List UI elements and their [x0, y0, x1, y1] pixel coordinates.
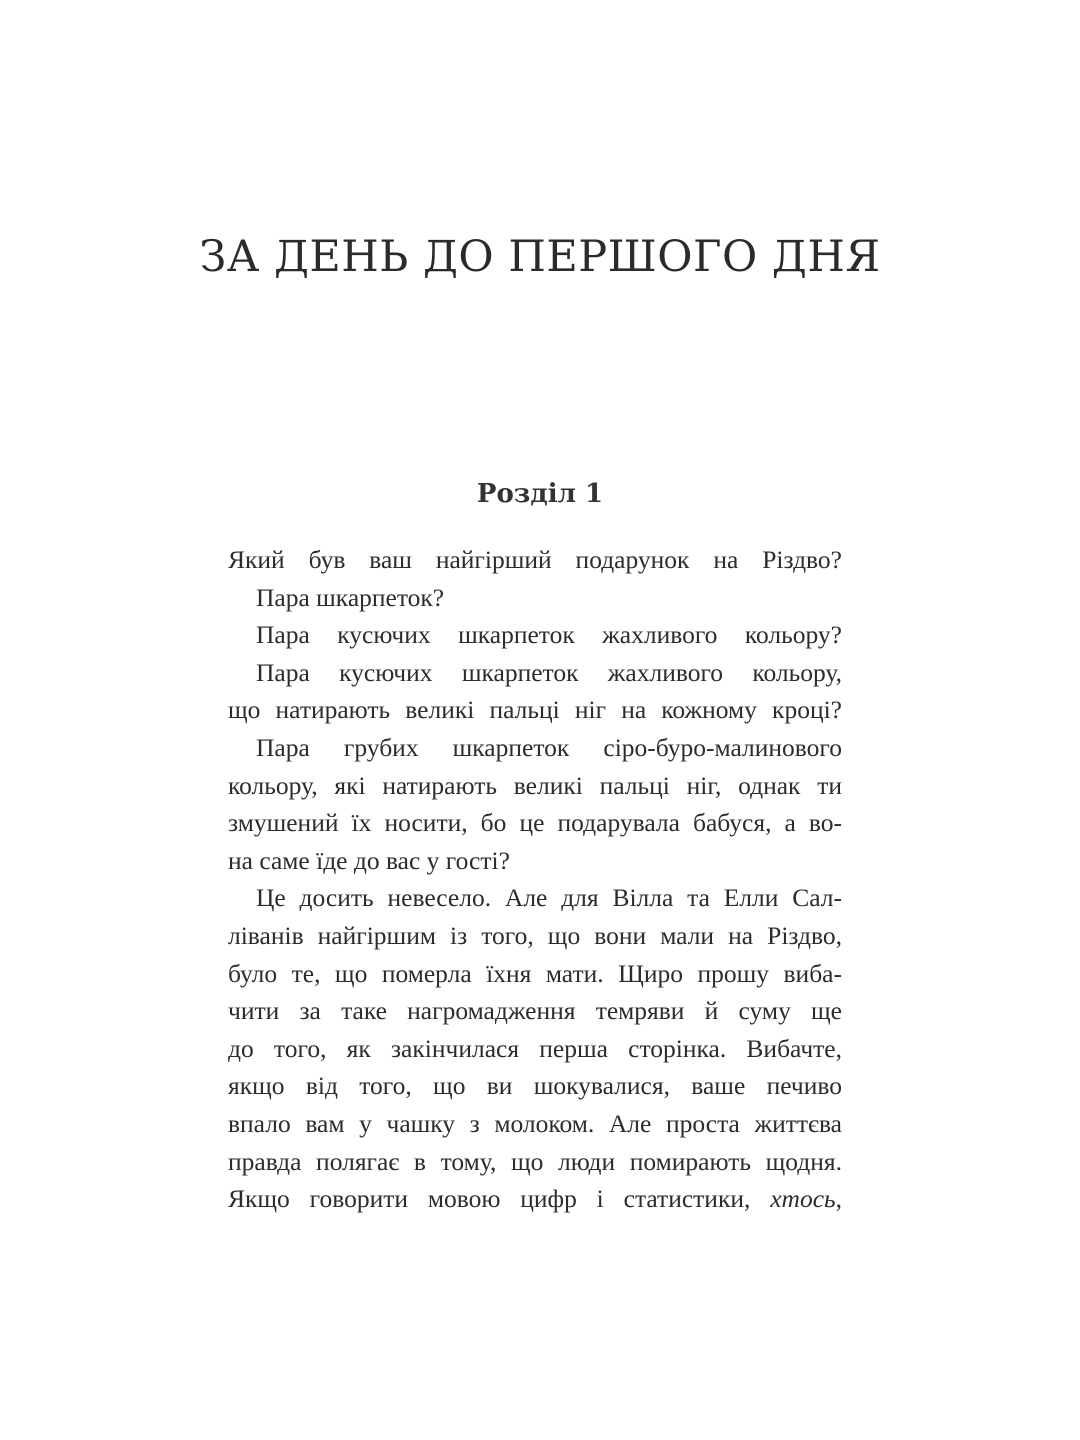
chapter-title: Розділ 1 — [476, 479, 604, 509]
text-line: Пара шкарпеток? — [256, 582, 445, 612]
text-line: кольору, які натирають великі пальці ніг, однак ти — [228, 770, 842, 800]
text-line: Це досить невесело. Але для Вілла та Елли Сал- — [256, 883, 842, 913]
text-line: було те, що померла їхня мати. Щиро прошу виба- — [228, 958, 842, 988]
chapter-body-text — [228, 541, 842, 1218]
text-line: чити за таке нагромадження темряви й суму ще — [228, 996, 842, 1026]
text-line: ліванів найгіршим із того, що вони мали на Різдво, — [228, 920, 842, 950]
text-line: що натирають великі пальці ніг на кожному кроці? — [228, 695, 842, 725]
text-line: впало вам у чашку з молоком. Але проста життєва — [228, 1108, 842, 1138]
text-line: Пара грубих шкарпеток сіро-буро-малинового — [256, 732, 842, 762]
final-line-text: Якщо говорити мовою цифр і статистики, — [228, 1184, 771, 1214]
text-line: на саме їде до вас у гості? — [228, 845, 510, 875]
text-line: до того, як закінчилася перша сторінка. Вибачте, — [228, 1033, 842, 1063]
emphasized-word: хтось — [770, 1184, 836, 1214]
text-line: Пара кусючих шкарпеток жахливого кольору, — [256, 657, 842, 687]
text-line: Пара кусючих шкарпеток жахливого кольору? — [256, 620, 842, 650]
part-title: ЗА ДЕНЬ ДО ПЕРШОГО ДНЯ — [199, 232, 881, 282]
text-line: правда полягає в тому, що люди помирають щодня. — [228, 1146, 842, 1176]
text-line-final — [228, 1180, 842, 1218]
text-line: якщо від того, що ви шокувалися, ваше печиво — [228, 1071, 842, 1101]
text-line: Який був ваш найгірший подарунок на Різдво? — [228, 545, 842, 574]
text-line: змушений їх носити, бо це подарувала бабуся, а во- — [228, 808, 842, 838]
final-line-punctuation: , — [835, 1184, 842, 1214]
